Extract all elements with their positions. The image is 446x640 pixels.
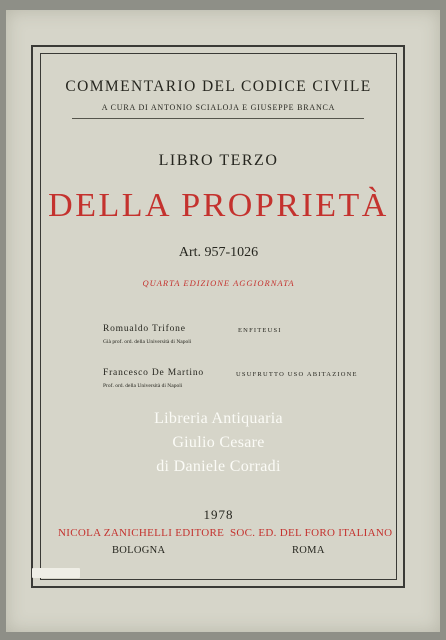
watermark-line: di Daniele Corradi	[156, 458, 281, 475]
price-sticker	[32, 568, 80, 578]
publisher-left: NICOLA ZANICHELLI EDITORE	[58, 527, 225, 539]
author-topic: ENFITEUSI	[238, 327, 282, 334]
city-left: BOLOGNA	[112, 545, 166, 556]
author-affiliation: Già prof. ord. della Università di Napoli	[103, 339, 192, 345]
book-label: LIBRO TERZO	[158, 152, 279, 169]
author-affiliation: Prof. ord. della Università di Napoli	[103, 383, 183, 389]
author-topic: USUFRUTTO USO ABITAZIONE	[236, 371, 358, 378]
watermark-line: Giulio Cesare	[172, 434, 265, 451]
edition-note: QUARTA EDIZIONE AGGIORNATA	[142, 278, 295, 288]
article-range: Art. 957-1026	[178, 245, 259, 260]
city-right: ROMA	[292, 545, 325, 556]
publisher-right: SOC. ED. DEL FORO ITALIANO	[230, 527, 393, 539]
series-editors: A CURA DI ANTONIO SCIALOJA E GIUSEPPE BRANCA	[101, 103, 336, 112]
cover-border-inner	[40, 53, 397, 580]
watermark-line: Libreria Antiquaria	[154, 410, 283, 427]
author-name: Francesco De Martino	[103, 368, 204, 378]
book-title: DELLA PROPRIETÀ	[48, 187, 389, 224]
series-title: COMMENTARIO DEL CODICE CIVILE	[65, 78, 372, 95]
publication-year: 1978	[203, 507, 234, 522]
title-divider	[72, 118, 364, 119]
author-name: Romualdo Trifone	[103, 324, 186, 334]
